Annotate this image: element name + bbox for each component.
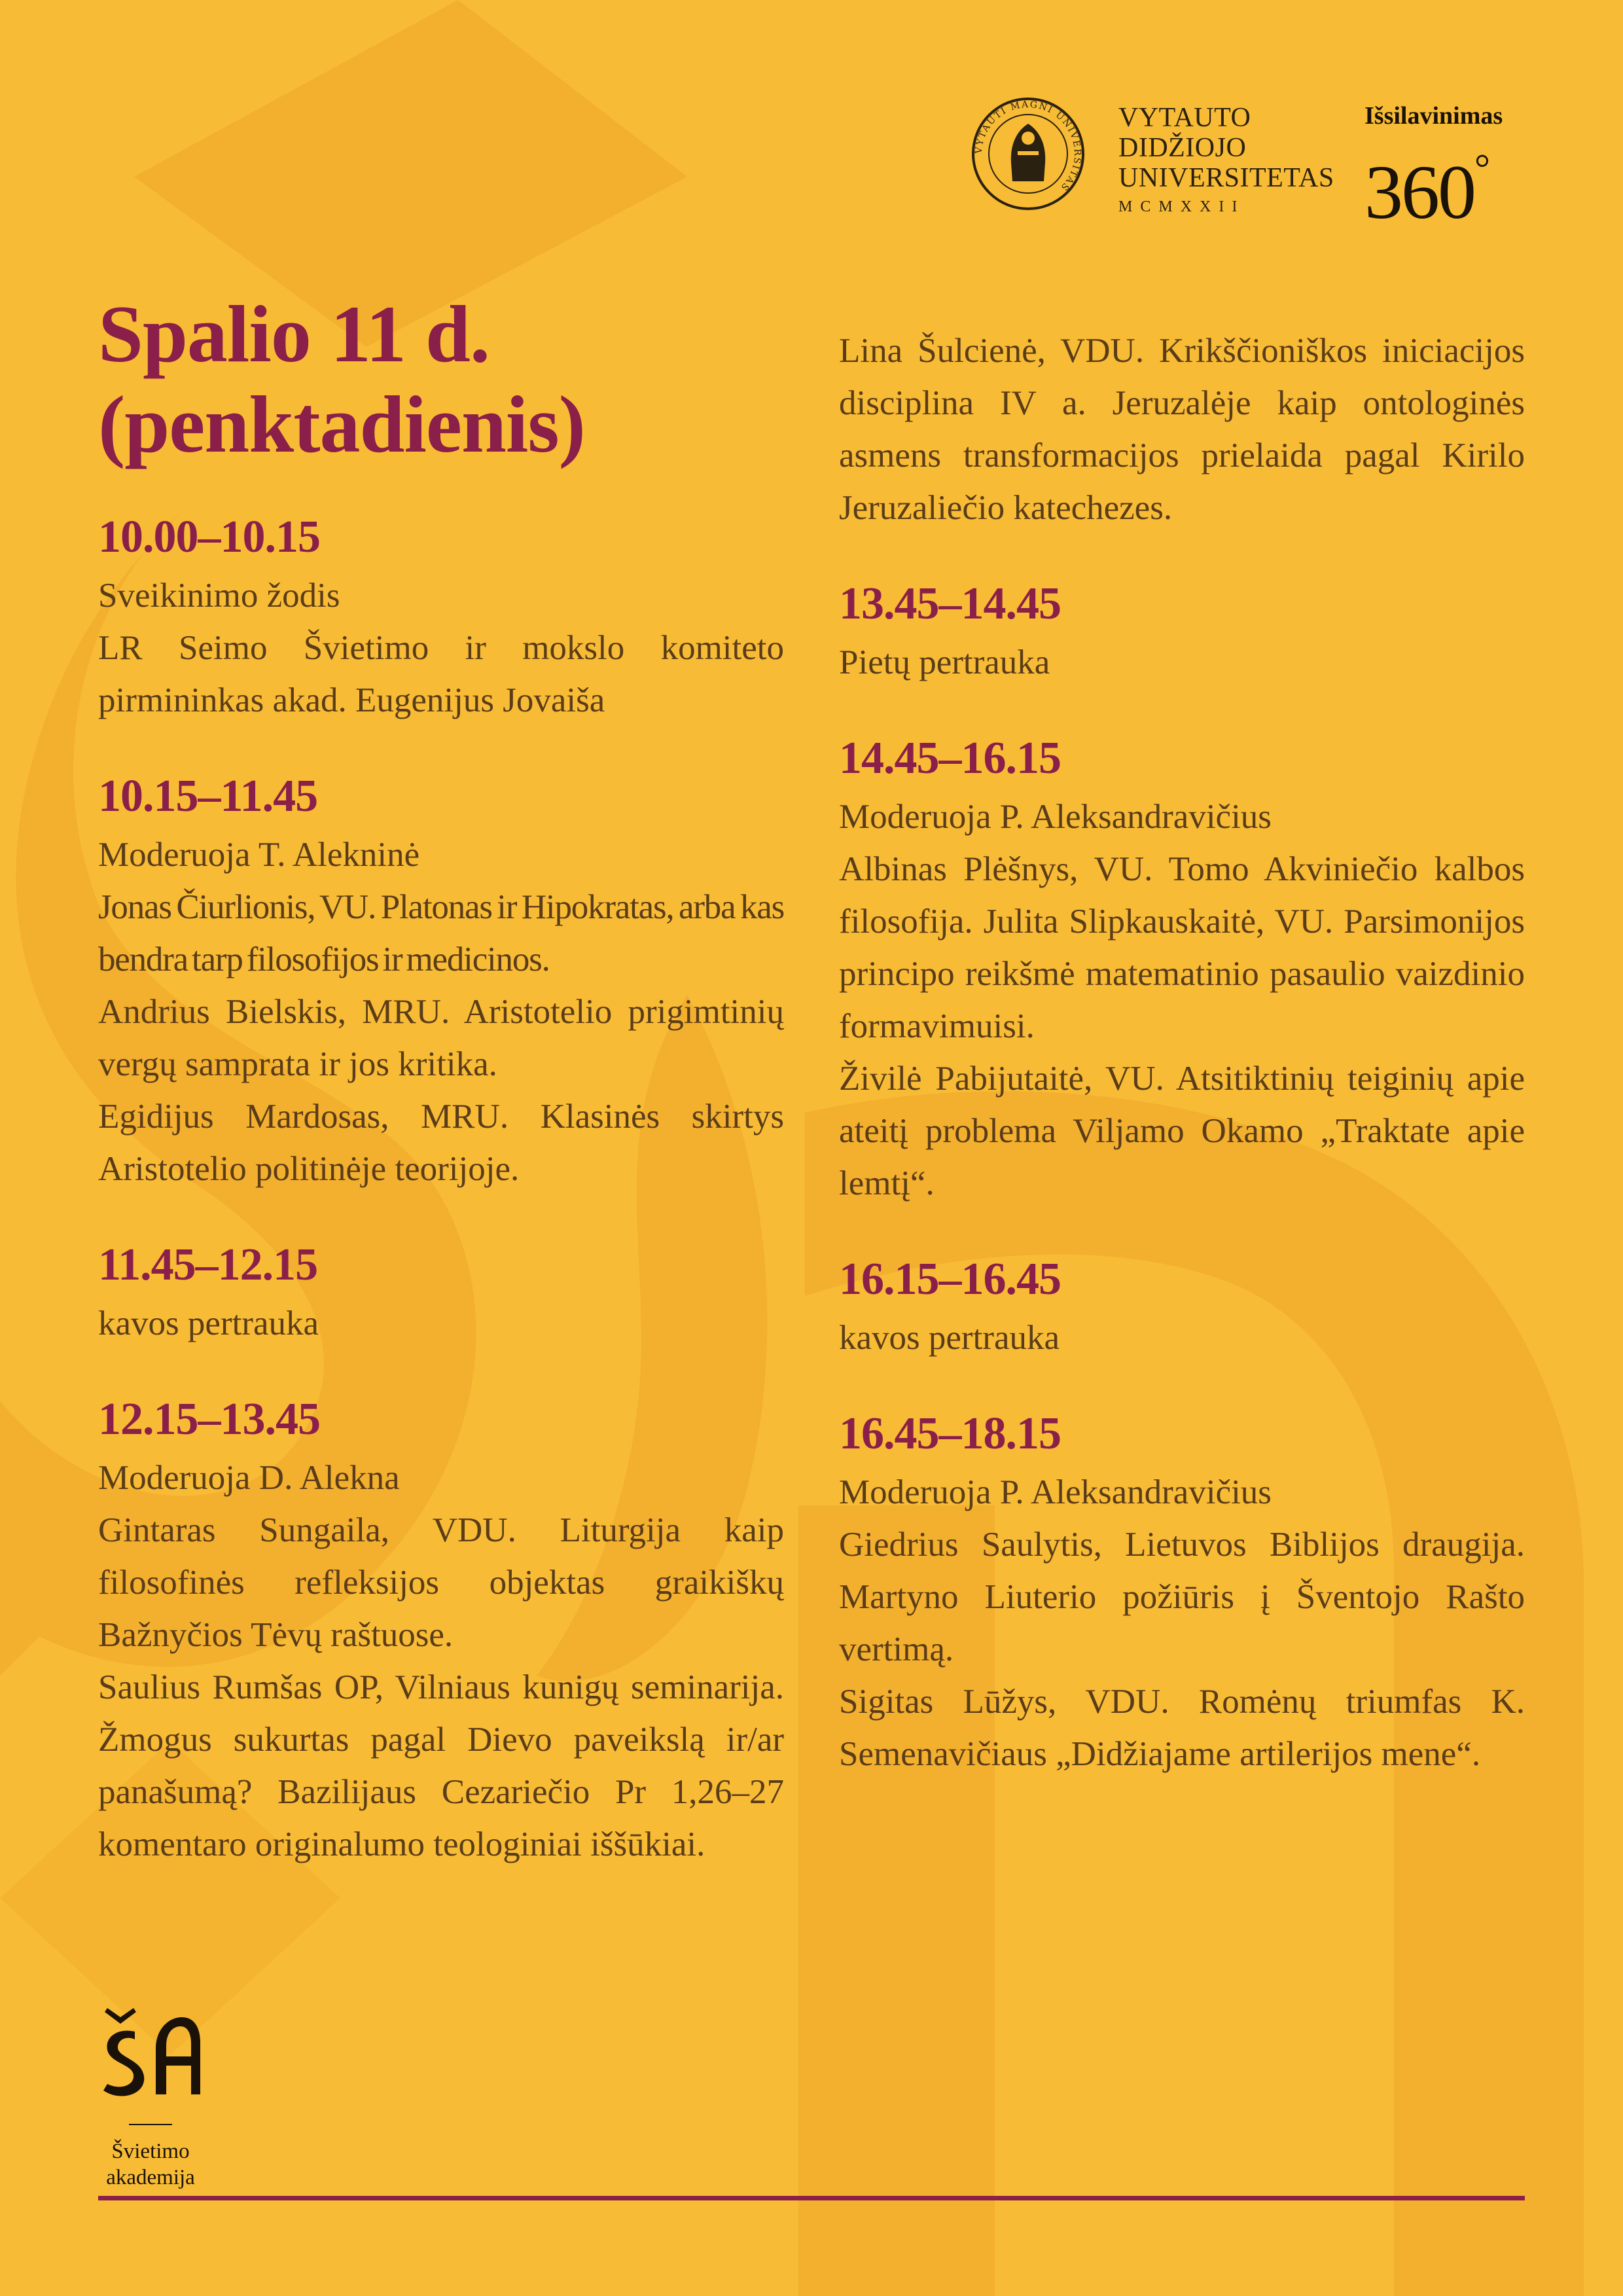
seal-inscription: VYTAUTI MAGNI UNIVERSITAS [973,99,1083,194]
page-title-date: Spalio 11 d. [98,289,490,379]
session-line: Pietų pertrauka [839,643,1050,681]
schedule-session [839,730,1525,1210]
session-time: 13.45–14.45 [839,579,1061,629]
footer-logo-line: Švietimo [111,2140,190,2163]
university-name [1118,103,1334,216]
session-line: LR Seimo Švietimo ir mokslo komiteto pirmininkas akad. Eugenijus Jovaiša [98,629,784,719]
edu-number: 360° [1364,147,1488,235]
schedule-session [839,1251,1525,1364]
footer-logo [98,2003,203,2191]
schedule-session [98,1391,784,1871]
page-title [98,289,784,470]
edu-label: Išsilavinimas [1364,102,1503,130]
session-line: Sveikinimo žodis [98,577,340,615]
session-time: 12.15–13.45 [98,1394,320,1444]
session-line: Lina Šulcienė, VDU. Krikščioniškos iniciacijos disciplina IV a. Jeruzalėje kaip ontologinės asmens transformacijos prielaida pagal Kirilo Jeruzaliečio katechezes. [839,332,1525,527]
schedule-session [839,576,1525,689]
schedule-session [839,1406,1525,1780]
education-360-logo [1364,102,1528,235]
schedule-session [98,1237,784,1350]
schedule-right-column [839,325,1525,1822]
session-time: 16.15–16.45 [839,1254,1061,1304]
university-year: MCMXXII [1118,198,1245,215]
university-name-line: UNIVERSITETAS [1118,163,1334,193]
svietimo-akademija-logo-icon [98,2003,203,2101]
session-line: Albinas Plėšnys, VU. Tomo Akviniečio kalbos filosofija. Julita Slipkauskaitė, VU. Parsimonijos principo reikšmė matematinio pasaulio vaizdinio formavimuisi. [839,850,1525,1045]
session-line: kavos pertrauka [839,1319,1060,1357]
footer-logo-divider [129,2124,172,2125]
schedule-session [98,509,784,726]
session-line: Andrius Bielskis, MRU. Aristotelio prigimtinių vergų samprata ir jos kritika. [98,993,784,1083]
session-time: 16.45–18.15 [839,1408,1061,1459]
session-moderator: Moderuoja P. Aleksandravičius [839,1473,1272,1511]
session-moderator: Moderuoja P. Aleksandravičius [839,798,1272,836]
session-time: 14.45–16.15 [839,733,1061,783]
session-time: 10.15–11.45 [98,771,318,821]
session-line: Egidijus Mardosas, MRU. Klasinės skirtys Aristotelio politinėje teorijoje. [98,1098,784,1188]
session-moderator: Moderuoja D. Alekna [98,1459,400,1497]
footer-logo-line: akademija [106,2166,195,2189]
session-line: Saulius Rumšas OP, Vilniaus kunigų seminarija. Žmogus sukurtas pagal Dievo paveikslą ir/ar panašumą? Bazilijaus Cezariečio Pr 1,26–27 komentaro originalumo teologiniai iššūkiai. [98,1668,784,1863]
schedule-session [98,768,784,1195]
page-title-weekday: (penktadienis) [98,380,585,469]
session-line: Gintaras Sungaila, VDU. Liturgija kaip filosofinės refleksijos objektas graikiškų Bažnyčios Tėvų raštuose. [98,1511,784,1654]
session-line: Živilė Pabijutaitė, VU. Atsitiktinių teiginių apie ateitį problema Viljamo Okamo „Traktate apie lemtį“. [839,1060,1525,1202]
session-time: 10.00–10.15 [98,512,320,562]
schedule-session-continued [839,325,1525,534]
degree-icon: ° [1474,147,1488,190]
schedule-left-column [98,289,784,1912]
university-seal-icon [972,98,1084,210]
session-time: 11.45–12.15 [98,1240,318,1290]
bottom-divider [98,2196,1525,2200]
session-line: Jonas Čiurlionis, VU. Platonas ir Hipokratas, arba kas bendra tarp filosofijos ir medicinos. [98,888,784,978]
university-name-line: VYTAUTO [1118,103,1251,133]
session-line: Giedrius Saulytis, Lietuvos Biblijos draugija. Martyno Liuterio požiūris į Šventojo Rašto vertimą. [839,1526,1525,1668]
session-moderator: Moderuoja T. Alekninė [98,836,420,874]
session-line: Sigitas Lūžys, VDU. Romėnų triumfas K. Semenavičiaus „Didžiajame artilerijos mene“. [839,1683,1525,1773]
university-name-line: DIDŽIOJO [1118,133,1247,163]
session-line: kavos pertrauka [98,1304,319,1342]
